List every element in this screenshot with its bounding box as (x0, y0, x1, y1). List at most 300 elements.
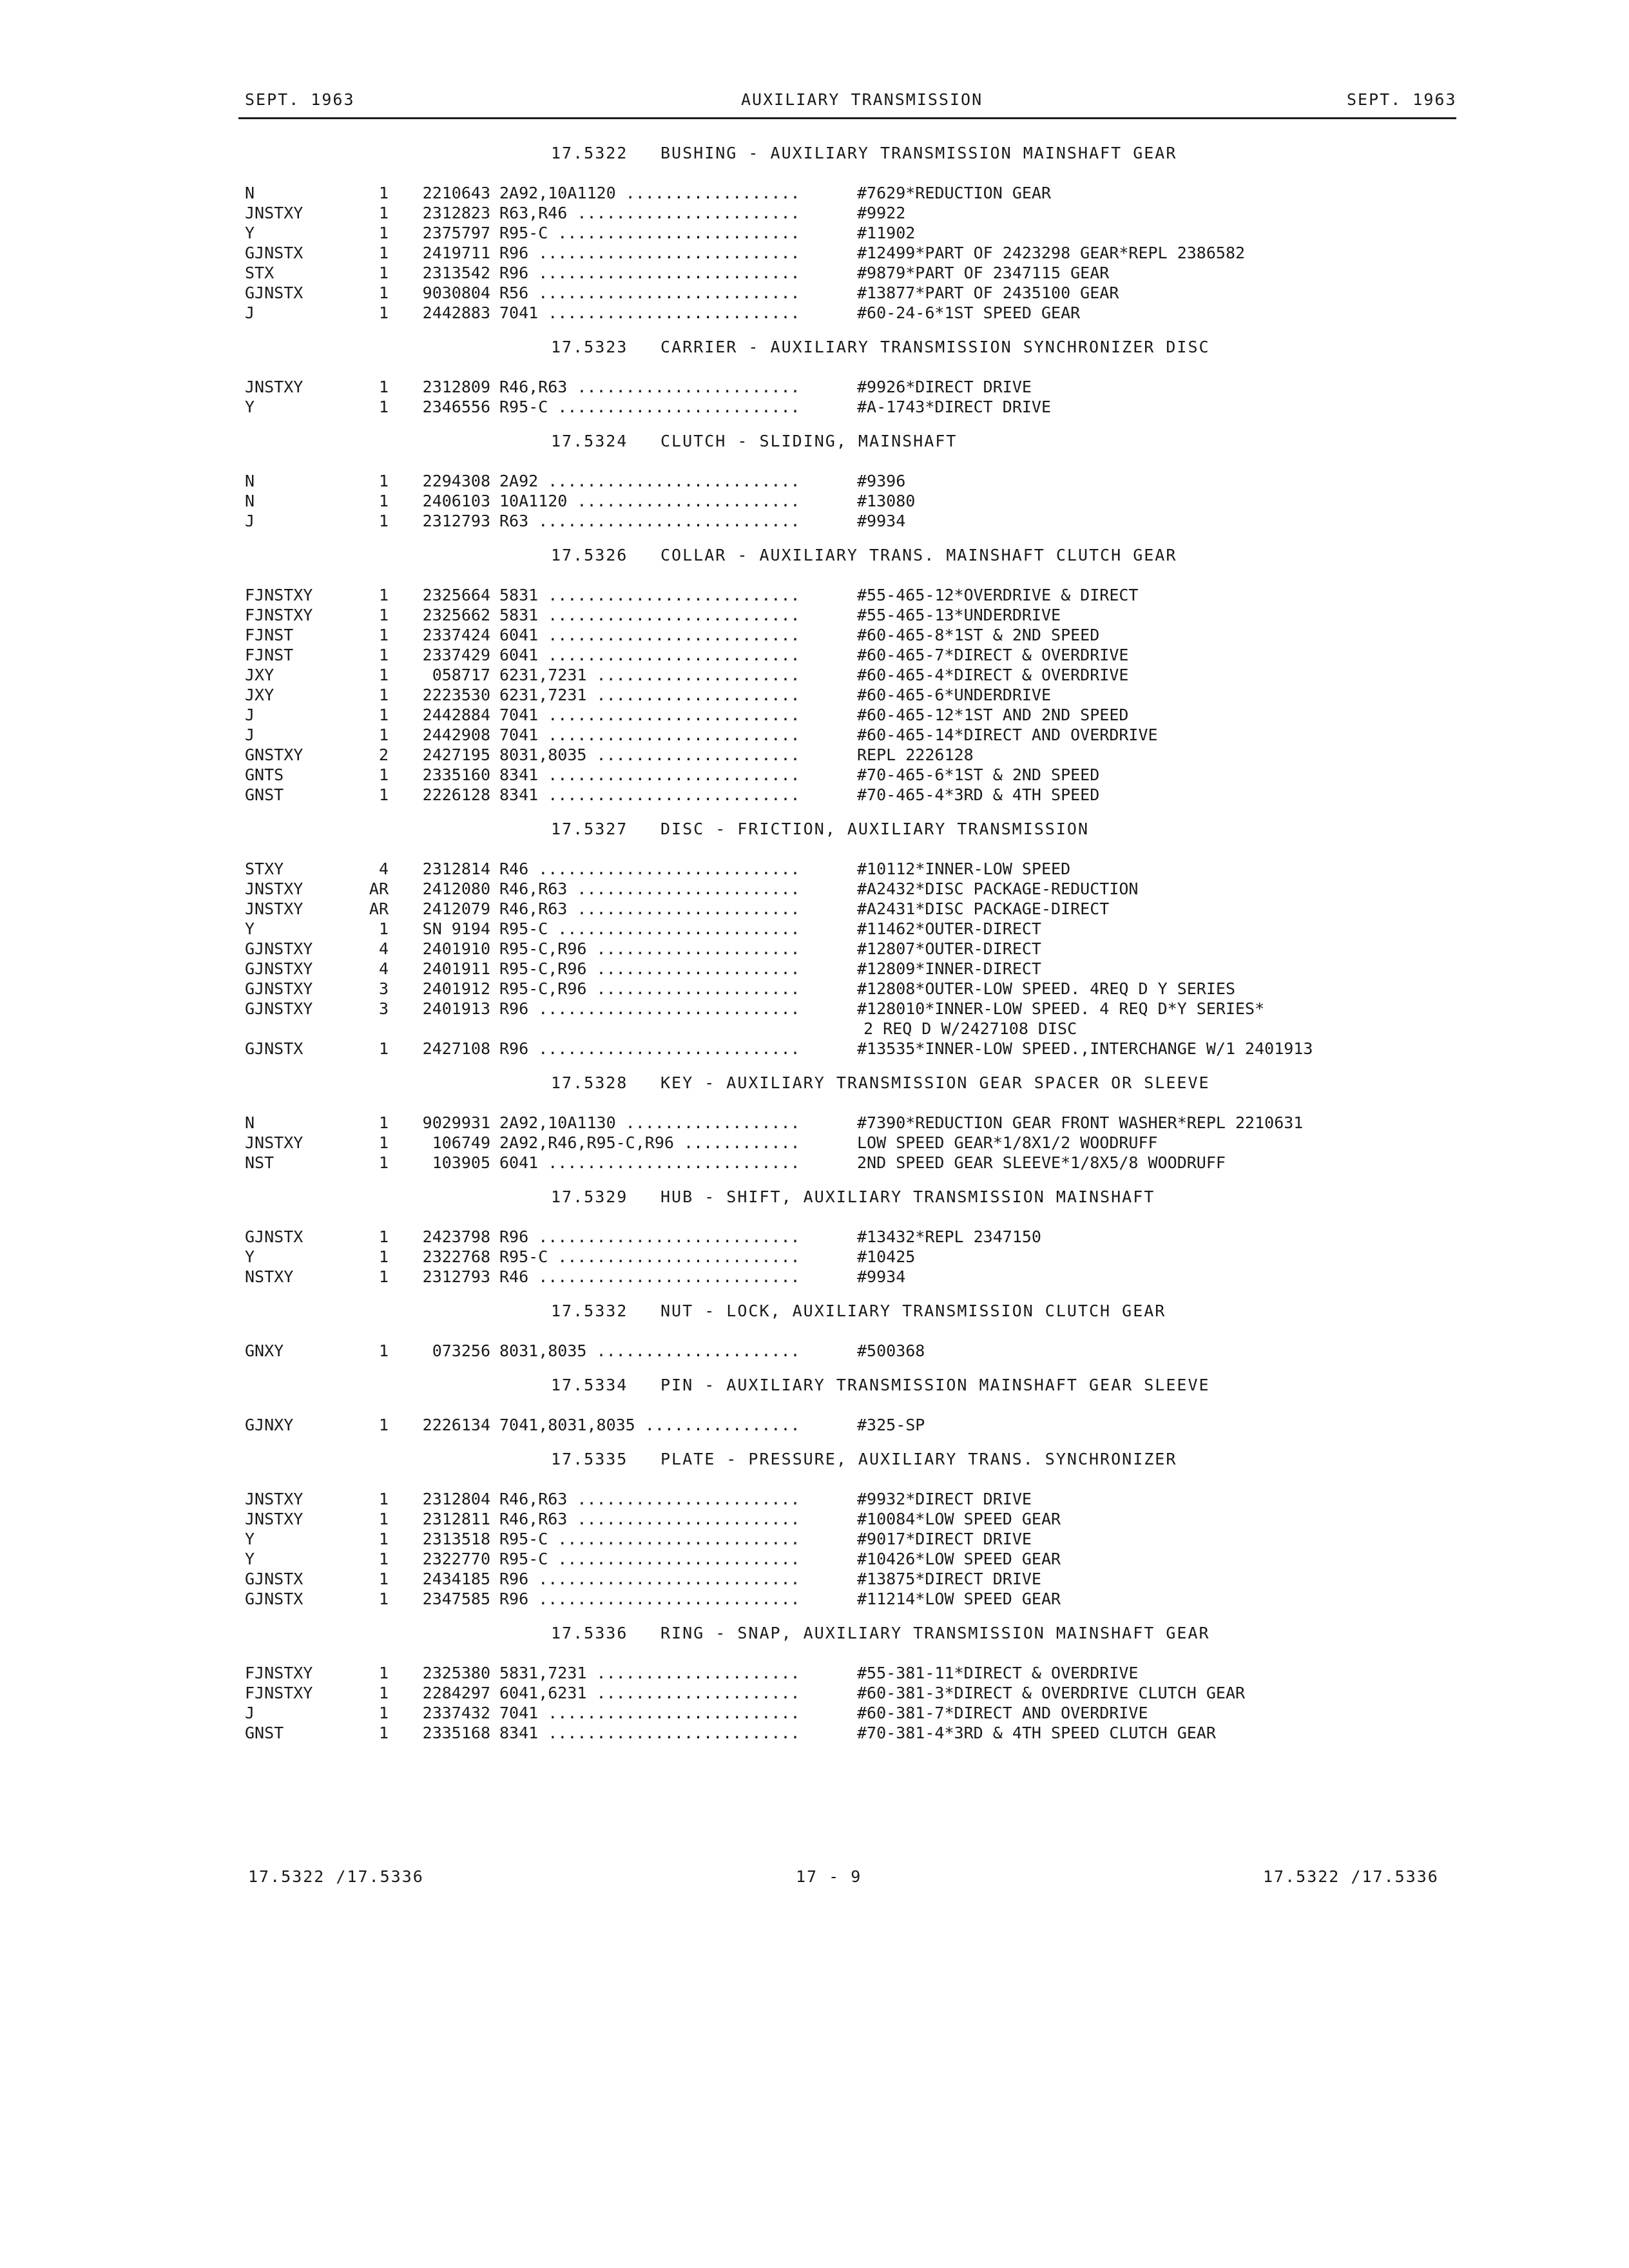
part-number: 2346556 (422, 398, 490, 416)
application: R63,R46 ....................... (499, 204, 800, 222)
model-codes: NSTXY (245, 1267, 294, 1286)
application: R95-C,R96 ..................... (499, 959, 800, 978)
quantity: 1 (378, 1247, 389, 1266)
description: #12499*PART OF 2423298 GEAR*REPL 2386582 (857, 244, 1246, 262)
model-codes: Y (245, 1530, 255, 1548)
quantity: 1 (378, 919, 389, 938)
part-row (245, 879, 1469, 899)
quantity: 1 (378, 586, 389, 604)
part-number: 2226128 (422, 785, 490, 804)
part-row (245, 183, 1469, 203)
quantity: 1 (378, 244, 389, 262)
part-row (245, 1703, 1469, 1723)
section (245, 428, 1469, 531)
section-heading (245, 334, 1469, 360)
part-number: 2312811 (422, 1510, 490, 1528)
part-number: 2412080 (422, 879, 490, 898)
quantity: 1 (378, 1570, 389, 1588)
quantity: 1 (378, 512, 389, 530)
part-number: 2434185 (422, 1570, 490, 1588)
part-number: 9029931 (422, 1113, 490, 1132)
description: #70-465-4*3RD & 4TH SPEED (857, 785, 1100, 804)
part-number: 2427108 (422, 1039, 490, 1058)
description: #60-465-7*DIRECT & OVERDRIVE (857, 646, 1129, 664)
part-row (245, 1663, 1469, 1683)
part-number: 103905 (432, 1153, 490, 1172)
section-title: BUSHING - AUXILIARY TRANSMISSION MAINSHAFT GEAR (660, 144, 1177, 162)
section-number: 17.5326 (551, 546, 628, 564)
part-number: 2442883 (422, 303, 490, 322)
part-row (245, 203, 1469, 223)
part-row (245, 625, 1469, 645)
part-row (245, 745, 1469, 765)
application: R95-C ......................... (499, 1247, 800, 1266)
model-codes: Y (245, 224, 255, 242)
model-codes: GJNSTX (245, 1227, 304, 1246)
application: 7041 .......................... (499, 303, 800, 322)
application: 8341 .......................... (499, 765, 800, 784)
part-row (245, 1509, 1469, 1529)
quantity: 1 (378, 224, 389, 242)
part-row (245, 1267, 1469, 1287)
part-row (245, 585, 1469, 605)
model-codes: GJNSTXY (245, 999, 313, 1018)
description: #55-381-11*DIRECT & OVERDRIVE (857, 1664, 1139, 1682)
part-row (245, 1529, 1469, 1549)
quantity: 3 (378, 999, 389, 1018)
application: R63 ........................... (499, 512, 800, 530)
part-number: 2322768 (422, 1247, 490, 1266)
application: 6041 .......................... (499, 1153, 800, 1172)
application: 6041 .......................... (499, 646, 800, 664)
part-number: 2223530 (422, 686, 490, 704)
model-codes: Y (245, 398, 255, 416)
section-heading (245, 428, 1469, 454)
section-number: 17.5336 (551, 1624, 628, 1642)
description: #12807*OUTER-DIRECT (857, 939, 1041, 958)
description: #128010*INNER-LOW SPEED. 4 REQ D*Y SERIES* (857, 999, 1265, 1018)
model-codes: GNST (245, 1724, 284, 1742)
quantity: 1 (378, 1416, 389, 1434)
part-number: 2325380 (422, 1664, 490, 1682)
description: REPL 2226128 (857, 745, 974, 764)
part-number: 2401911 (422, 959, 490, 978)
part-number: 2406103 (422, 492, 490, 510)
quantity: 1 (378, 398, 389, 416)
part-number: 2210643 (422, 184, 490, 202)
section-title: NUT - LOCK, AUXILIARY TRANSMISSION CLUTCH GEAR (660, 1302, 1166, 1320)
model-codes: GNST (245, 785, 284, 804)
quantity: 1 (378, 492, 389, 510)
application: R95-C ......................... (499, 224, 800, 242)
model-codes: GJNSTX (245, 1039, 304, 1058)
quantity: 1 (378, 204, 389, 222)
model-codes: J (245, 512, 255, 530)
section-number: 17.5334 (551, 1376, 628, 1394)
quantity: 1 (378, 646, 389, 664)
part-row (245, 919, 1469, 939)
description: #55-465-12*OVERDRIVE & DIRECT (857, 586, 1139, 604)
part-number: 2325664 (422, 586, 490, 604)
application: R46 ........................... (499, 1267, 800, 1286)
model-codes: STXY (245, 860, 284, 878)
quantity: AR (369, 899, 389, 918)
part-number: 9030804 (422, 284, 490, 302)
section-heading (245, 1372, 1469, 1398)
description: #7390*REDUCTION GEAR FRONT WASHER*REPL 2210631 (857, 1113, 1304, 1132)
part-row (245, 725, 1469, 745)
part-number: 2313518 (422, 1530, 490, 1548)
part-row (245, 705, 1469, 725)
model-codes: JNSTXY (245, 1133, 304, 1152)
part-number: 2427195 (422, 745, 490, 764)
section-title: CARRIER - AUXILIARY TRANSMISSION SYNCHRONIZER DISC (660, 338, 1210, 356)
header-date-left: SEPT. 1963 (245, 90, 355, 109)
part-row (245, 899, 1469, 919)
quantity: 1 (378, 1664, 389, 1682)
section-number: 17.5323 (551, 338, 628, 356)
section-title: CLUTCH - SLIDING, MAINSHAFT (660, 432, 958, 450)
quantity: 1 (378, 1490, 389, 1508)
quantity: 1 (378, 1133, 389, 1152)
section-heading (245, 543, 1469, 568)
application: 8031,8035 ..................... (499, 1341, 800, 1360)
application: R95-C ......................... (499, 1530, 800, 1548)
part-row (245, 471, 1469, 491)
description: #13535*INNER-LOW SPEED.,INTERCHANGE W/1 2401913 (857, 1039, 1313, 1058)
section-number: 17.5328 (551, 1073, 628, 1092)
part-row (245, 959, 1469, 979)
description: #325-SP (857, 1416, 925, 1434)
quantity: 1 (378, 284, 389, 302)
section (245, 1070, 1469, 1173)
application: R95-C,R96 ..................... (499, 979, 800, 998)
part-number: 058717 (432, 666, 490, 684)
model-codes: JNSTXY (245, 1510, 304, 1528)
part-row (245, 1153, 1469, 1173)
description: #9922 (857, 204, 906, 222)
part-row (245, 263, 1469, 283)
part-number: 2325662 (422, 606, 490, 624)
section-heading (245, 816, 1469, 842)
quantity: 1 (378, 785, 389, 804)
part-row (245, 1569, 1469, 1589)
application: R46,R63 ....................... (499, 1490, 800, 1508)
quantity: 1 (378, 1341, 389, 1360)
description: #11902 (857, 224, 916, 242)
section-title: RING - SNAP, AUXILIARY TRANSMISSION MAINSHAFT GEAR (660, 1624, 1210, 1642)
application: 6231,7231 ..................... (499, 666, 800, 684)
header-date-right: SEPT. 1963 (1347, 90, 1457, 109)
section-title: KEY - AUXILIARY TRANSMISSION GEAR SPACER OR SLEEVE (660, 1073, 1210, 1092)
section-number: 17.5327 (551, 820, 628, 838)
part-number: 073256 (432, 1341, 490, 1360)
model-codes: FJNST (245, 626, 294, 644)
part-number: 2294308 (422, 472, 490, 490)
quantity: 1 (378, 626, 389, 644)
section-title: PIN - AUXILIARY TRANSMISSION MAINSHAFT GEAR SLEEVE (660, 1376, 1210, 1394)
quantity: 1 (378, 303, 389, 322)
part-number: 2312809 (422, 378, 490, 396)
description: #13875*DIRECT DRIVE (857, 1570, 1041, 1588)
description: #7629*REDUCTION GEAR (857, 184, 1052, 202)
application: R46 ........................... (499, 860, 800, 878)
quantity: 1 (378, 1510, 389, 1528)
description: #70-381-4*3RD & 4TH SPEED CLUTCH GEAR (857, 1724, 1216, 1742)
description: 2ND SPEED GEAR SLEEVE*1/8X5/8 WOODRUFF (857, 1153, 1226, 1172)
description: #10426*LOW SPEED GEAR (857, 1550, 1061, 1568)
section-number: 17.5324 (551, 432, 628, 450)
part-row (245, 283, 1469, 303)
model-codes: N (245, 1113, 255, 1132)
part-row (245, 665, 1469, 685)
model-codes: GJNXY (245, 1416, 294, 1434)
section (245, 1620, 1469, 1743)
part-row (245, 979, 1469, 999)
part-number: SN 9194 (422, 919, 490, 938)
part-number: 2442908 (422, 726, 490, 744)
part-row (245, 785, 1469, 805)
description: #12808*OUTER-LOW SPEED. 4REQ D Y SERIES (857, 979, 1235, 998)
quantity: 4 (378, 860, 389, 878)
part-row (245, 645, 1469, 665)
description: #60-465-6*UNDERDRIVE (857, 686, 1052, 704)
part-number: 2312793 (422, 1267, 490, 1286)
application: 2A92,10A1130 .................. (499, 1113, 800, 1132)
model-codes: GJNSTX (245, 244, 304, 262)
quantity: 1 (378, 184, 389, 202)
application: R96 ........................... (499, 1590, 800, 1608)
section-number: 17.5335 (551, 1450, 628, 1468)
application: 8341 .......................... (499, 1724, 800, 1742)
part-number: 2284297 (422, 1684, 490, 1702)
quantity: 1 (378, 1724, 389, 1742)
application: R46,R63 ....................... (499, 879, 800, 898)
model-codes: Y (245, 919, 255, 938)
quantity: 1 (378, 606, 389, 624)
part-number: 2337424 (422, 626, 490, 644)
application: R96 ........................... (499, 999, 800, 1018)
description: #500368 (857, 1341, 925, 1360)
part-row (245, 1247, 1469, 1267)
part-row (245, 397, 1469, 417)
section-heading (245, 1070, 1469, 1096)
description: #60-465-12*1ST AND 2ND SPEED (857, 706, 1129, 724)
description: #A2432*DISC PACKAGE-REDUCTION (857, 879, 1139, 898)
quantity: 1 (378, 726, 389, 744)
part-row (245, 377, 1469, 397)
quantity: 1 (378, 1704, 389, 1722)
quantity: 1 (378, 686, 389, 704)
section (245, 543, 1469, 805)
part-row (245, 1723, 1469, 1743)
model-codes: FJNSTXY (245, 586, 313, 604)
part-number: 2401910 (422, 939, 490, 958)
application: 8341 .......................... (499, 785, 800, 804)
application: 6231,7231 ..................... (499, 686, 800, 704)
application: R95-C ......................... (499, 1550, 800, 1568)
part-row (245, 303, 1469, 323)
quantity: 1 (378, 1684, 389, 1702)
description: #10084*LOW SPEED GEAR (857, 1510, 1061, 1528)
quantity: 4 (378, 939, 389, 958)
application: R96 ........................... (499, 1227, 800, 1246)
part-row (245, 999, 1469, 1019)
part-row (245, 1039, 1469, 1059)
section-heading (245, 1184, 1469, 1210)
part-number: 2375797 (422, 224, 490, 242)
part-row (245, 1549, 1469, 1569)
model-codes: STX (245, 264, 275, 282)
model-codes: GNTS (245, 765, 284, 784)
part-number: 2442884 (422, 706, 490, 724)
description: #60-381-3*DIRECT & OVERDRIVE CLUTCH GEAR (857, 1684, 1246, 1702)
part-number: 2312814 (422, 860, 490, 878)
model-codes: JNSTXY (245, 879, 304, 898)
application: 7041 .......................... (499, 726, 800, 744)
description: #9932*DIRECT DRIVE (857, 1490, 1032, 1508)
model-codes: FJNSTXY (245, 1684, 313, 1702)
application: R95-C,R96 ..................... (499, 939, 800, 958)
model-codes: N (245, 472, 255, 490)
part-number: 2337429 (422, 646, 490, 664)
model-codes: GJNSTX (245, 1590, 304, 1608)
part-row (245, 859, 1469, 879)
section-title: COLLAR - AUXILIARY TRANS. MAINSHAFT CLUTCH GEAR (660, 546, 1177, 564)
application: R95-C ......................... (499, 398, 800, 416)
application: 2A92,R46,R95-C,R96 ............ (499, 1133, 800, 1152)
application: 5831 .......................... (499, 606, 800, 624)
application: R46,R63 ....................... (499, 378, 800, 396)
description: #12809*INNER-DIRECT (857, 959, 1041, 978)
part-row (245, 1589, 1469, 1609)
part-number: 2337432 (422, 1704, 490, 1722)
part-row (245, 685, 1469, 705)
footer-range-right: 17.5322 /17.5336 (1263, 1867, 1439, 1886)
model-codes: GJNSTXY (245, 979, 313, 998)
parts-list (245, 140, 1469, 1754)
section-number: 17.5322 (551, 144, 628, 162)
section-title: DISC - FRICTION, AUXILIARY TRANSMISSION (660, 820, 1089, 838)
application: 6041 .......................... (499, 626, 800, 644)
quantity: 1 (378, 1113, 389, 1132)
part-row (245, 1113, 1469, 1133)
description: #9396 (857, 472, 906, 490)
application: R95-C ......................... (499, 919, 800, 938)
application: 7041 .......................... (499, 706, 800, 724)
model-codes: JXY (245, 686, 275, 704)
part-row (245, 491, 1469, 511)
part-number: 2412079 (422, 899, 490, 918)
part-number: 2312793 (422, 512, 490, 530)
part-row (245, 1415, 1469, 1435)
page-number: 17 - 9 (796, 1867, 862, 1886)
model-codes: J (245, 726, 255, 744)
part-number: 2313542 (422, 264, 490, 282)
quantity: 1 (378, 264, 389, 282)
description: #55-465-13*UNDERDRIVE (857, 606, 1061, 624)
model-codes: JXY (245, 666, 275, 684)
model-codes: J (245, 303, 255, 322)
part-row (245, 511, 1469, 531)
model-codes: GJNSTXY (245, 959, 313, 978)
section (245, 140, 1469, 323)
model-codes: GJNSTX (245, 1570, 304, 1588)
header-title: AUXILIARY TRANSMISSION (741, 90, 983, 109)
section-heading (245, 1446, 1469, 1472)
description: #9934 (857, 1267, 906, 1286)
application: 8031,8035 ..................... (499, 745, 800, 764)
quantity: 1 (378, 472, 389, 490)
description: #13080 (857, 492, 916, 510)
model-codes: FJNST (245, 646, 294, 664)
application: R46,R63 ....................... (499, 899, 800, 918)
quantity: 1 (378, 1227, 389, 1246)
quantity: 1 (378, 1590, 389, 1608)
quantity: AR (369, 879, 389, 898)
part-number: 2419711 (422, 244, 490, 262)
header-rule (238, 117, 1456, 119)
part-row (245, 223, 1469, 243)
description: #60-465-8*1ST & 2ND SPEED (857, 626, 1100, 644)
description: #10425 (857, 1247, 916, 1266)
description: #A-1743*DIRECT DRIVE (857, 398, 1052, 416)
part-number: 2335160 (422, 765, 490, 784)
application: 2A92,10A1120 .................. (499, 184, 800, 202)
part-number: 2401912 (422, 979, 490, 998)
part-row (245, 1489, 1469, 1509)
part-row (245, 605, 1469, 625)
section-heading (245, 1298, 1469, 1324)
description: LOW SPEED GEAR*1/8X1/2 WOODRUFF (857, 1133, 1158, 1152)
model-codes: GJNSTXY (245, 939, 313, 958)
quantity: 1 (378, 1039, 389, 1058)
section-heading (245, 140, 1469, 166)
part-row (245, 939, 1469, 959)
part-number: 2335168 (422, 1724, 490, 1742)
model-codes: FJNSTXY (245, 606, 313, 624)
description: #9926*DIRECT DRIVE (857, 378, 1032, 396)
section-title: PLATE - PRESSURE, AUXILIARY TRANS. SYNCHRONIZER (660, 1450, 1177, 1468)
section (245, 1372, 1469, 1435)
model-codes: GJNSTX (245, 284, 304, 302)
model-codes: NST (245, 1153, 275, 1172)
application: 10A1120 ....................... (499, 492, 800, 510)
quantity: 1 (378, 1153, 389, 1172)
quantity: 1 (378, 1530, 389, 1548)
model-codes: Y (245, 1247, 255, 1266)
quantity: 1 (378, 706, 389, 724)
quantity: 2 (378, 745, 389, 764)
footer-range-left: 17.5322 /17.5336 (248, 1867, 424, 1886)
part-number: 2312823 (422, 204, 490, 222)
model-codes: J (245, 1704, 255, 1722)
model-codes: GNSTXY (245, 745, 304, 764)
section (245, 1446, 1469, 1609)
part-row (245, 243, 1469, 263)
part-number: 2401913 (422, 999, 490, 1018)
description: #9879*PART OF 2347115 GEAR (857, 264, 1110, 282)
quantity: 1 (378, 1550, 389, 1568)
model-codes: JNSTXY (245, 899, 304, 918)
part-number: 2226134 (422, 1416, 490, 1434)
quantity: 1 (378, 765, 389, 784)
application: R96 ........................... (499, 1570, 800, 1588)
application: 7041,8031,8035 ................ (499, 1416, 800, 1434)
part-number: 106749 (432, 1133, 490, 1152)
part-number: 2322770 (422, 1550, 490, 1568)
application: 5831,7231 ..................... (499, 1664, 800, 1682)
